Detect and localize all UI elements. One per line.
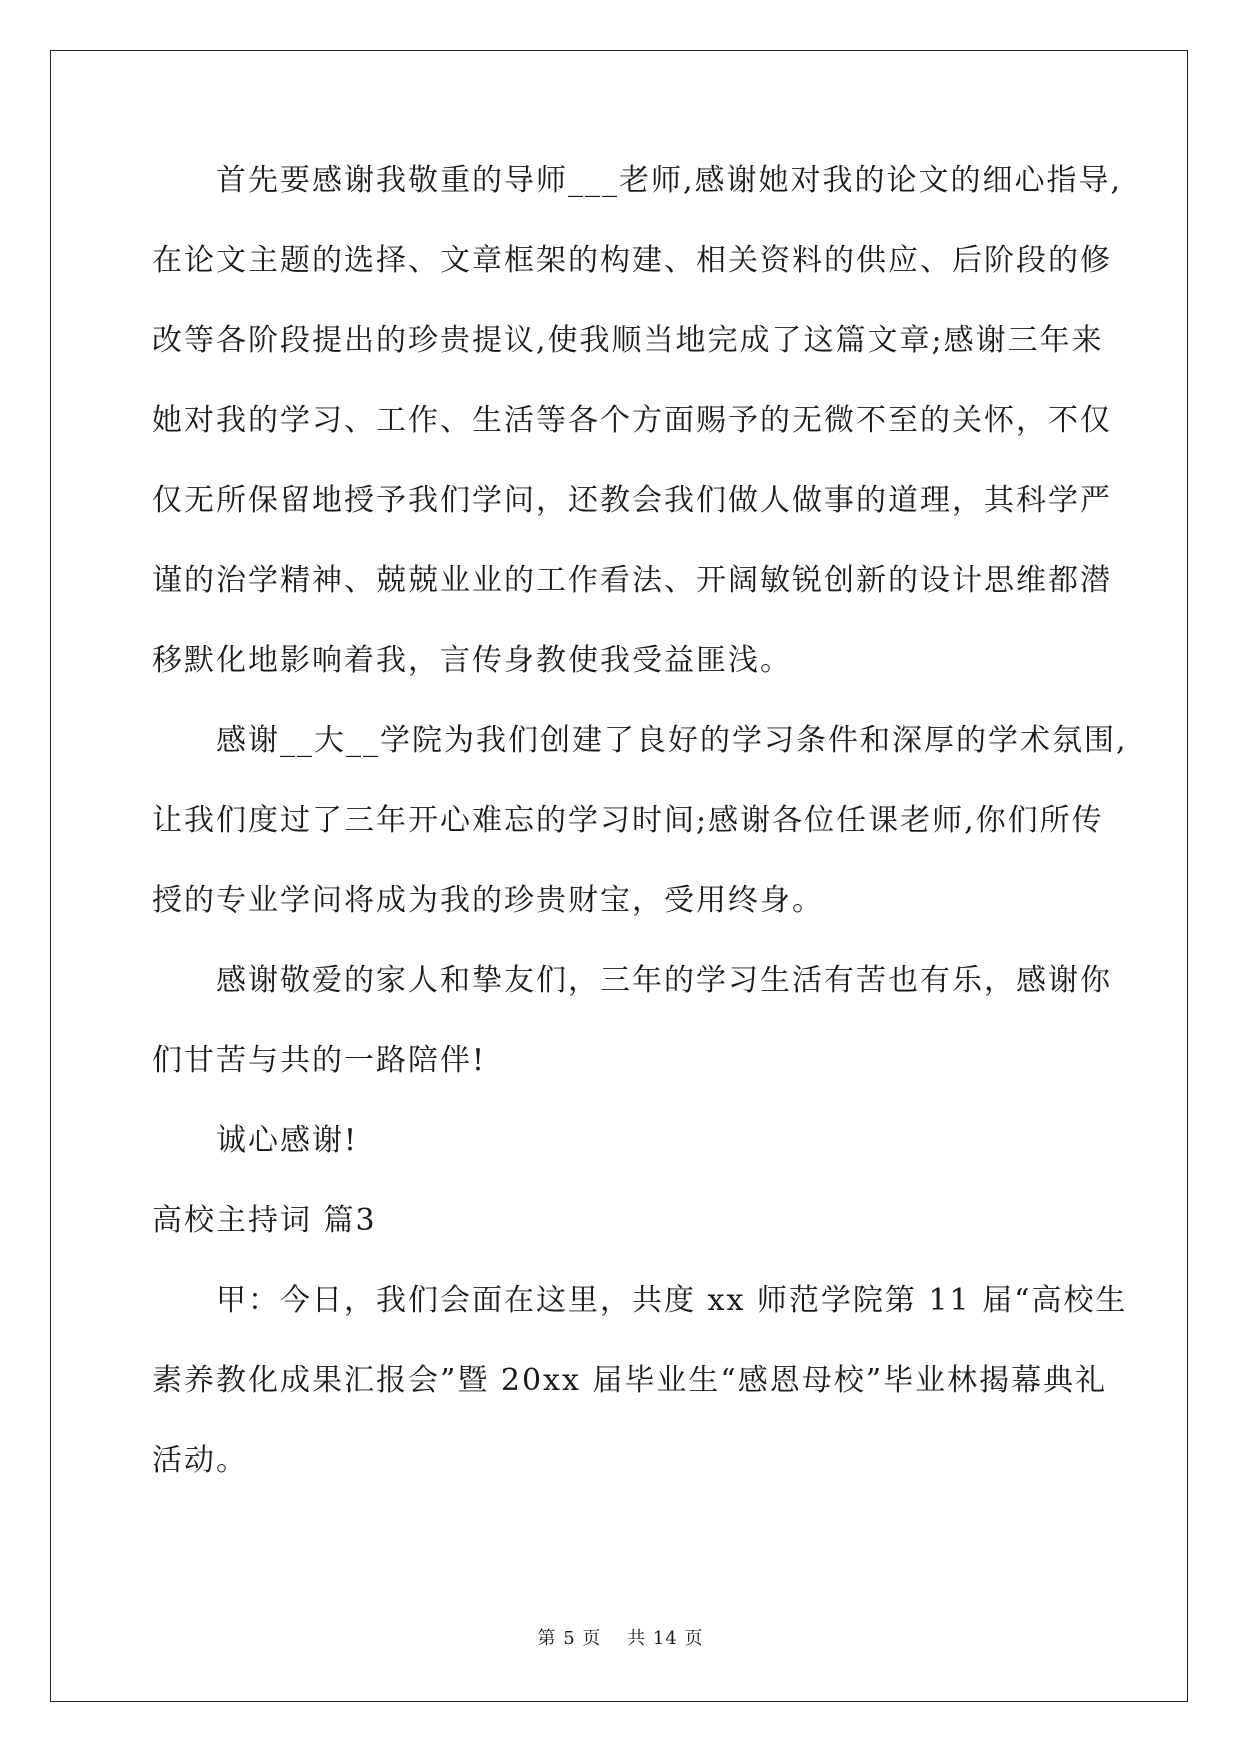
paragraph-line: 感谢敬爱的家人和挚友们，三年的学习生活有苦也有乐，感谢你	[216, 963, 1112, 998]
section-heading: 高校主持词 篇3	[152, 1203, 377, 1238]
paragraph-line: 谨的治学精神、兢兢业业的工作看法、开阔敏锐创新的设计思维都潜	[152, 563, 1112, 598]
paragraph-line: 让我们度过了三年开心难忘的学习时间;感谢各位任课老师,你们所传	[152, 803, 1104, 838]
paragraph-line: 素养教化成果汇报会”暨 20xx 届毕业生“感恩母校”毕业林揭幕典礼	[152, 1363, 1108, 1398]
page-number: 第 5 页 共 14 页	[537, 1628, 704, 1649]
paragraph-line: 感谢__大__学院为我们创建了良好的学习条件和深厚的学术氛围,	[216, 723, 1128, 758]
paragraph-line: 她对我的学习、工作、生活等各个方面赐予的无微不至的关怀，不仅	[152, 403, 1112, 438]
paragraph-line: 们甘苦与共的一路陪伴!	[152, 1043, 487, 1078]
document-body	[152, 163, 1128, 1526]
paragraph-line: 活动。	[152, 1443, 248, 1478]
paragraph-line: 在论文主题的选择、文章框架的构建、相关资料的供应、后阶段的修	[152, 243, 1112, 278]
paragraph-line: 仅无所保留地授予我们学问，还教会我们做人做事的道理，其科学严	[152, 483, 1112, 518]
paragraph-line: 授的专业学问将成为我的珍贵财宝，受用终身。	[152, 883, 824, 918]
paragraph-line: 甲：今日，我们会面在这里，共度 xx 师范学院第 11 届“高校生	[216, 1283, 1128, 1318]
paragraph-line: 移默化地影响着我，言传身教使我受益匪浅。	[152, 643, 792, 678]
paragraph-line: 改等各阶段提出的珍贵提议,使我顺当地完成了这篇文章;感谢三年来	[152, 323, 1104, 358]
paragraph-line: 首先要感谢我敬重的导师___老师,感谢她对我的论文的细心指导,	[216, 163, 1123, 198]
paragraph-line: 诚心感谢!	[216, 1123, 359, 1158]
